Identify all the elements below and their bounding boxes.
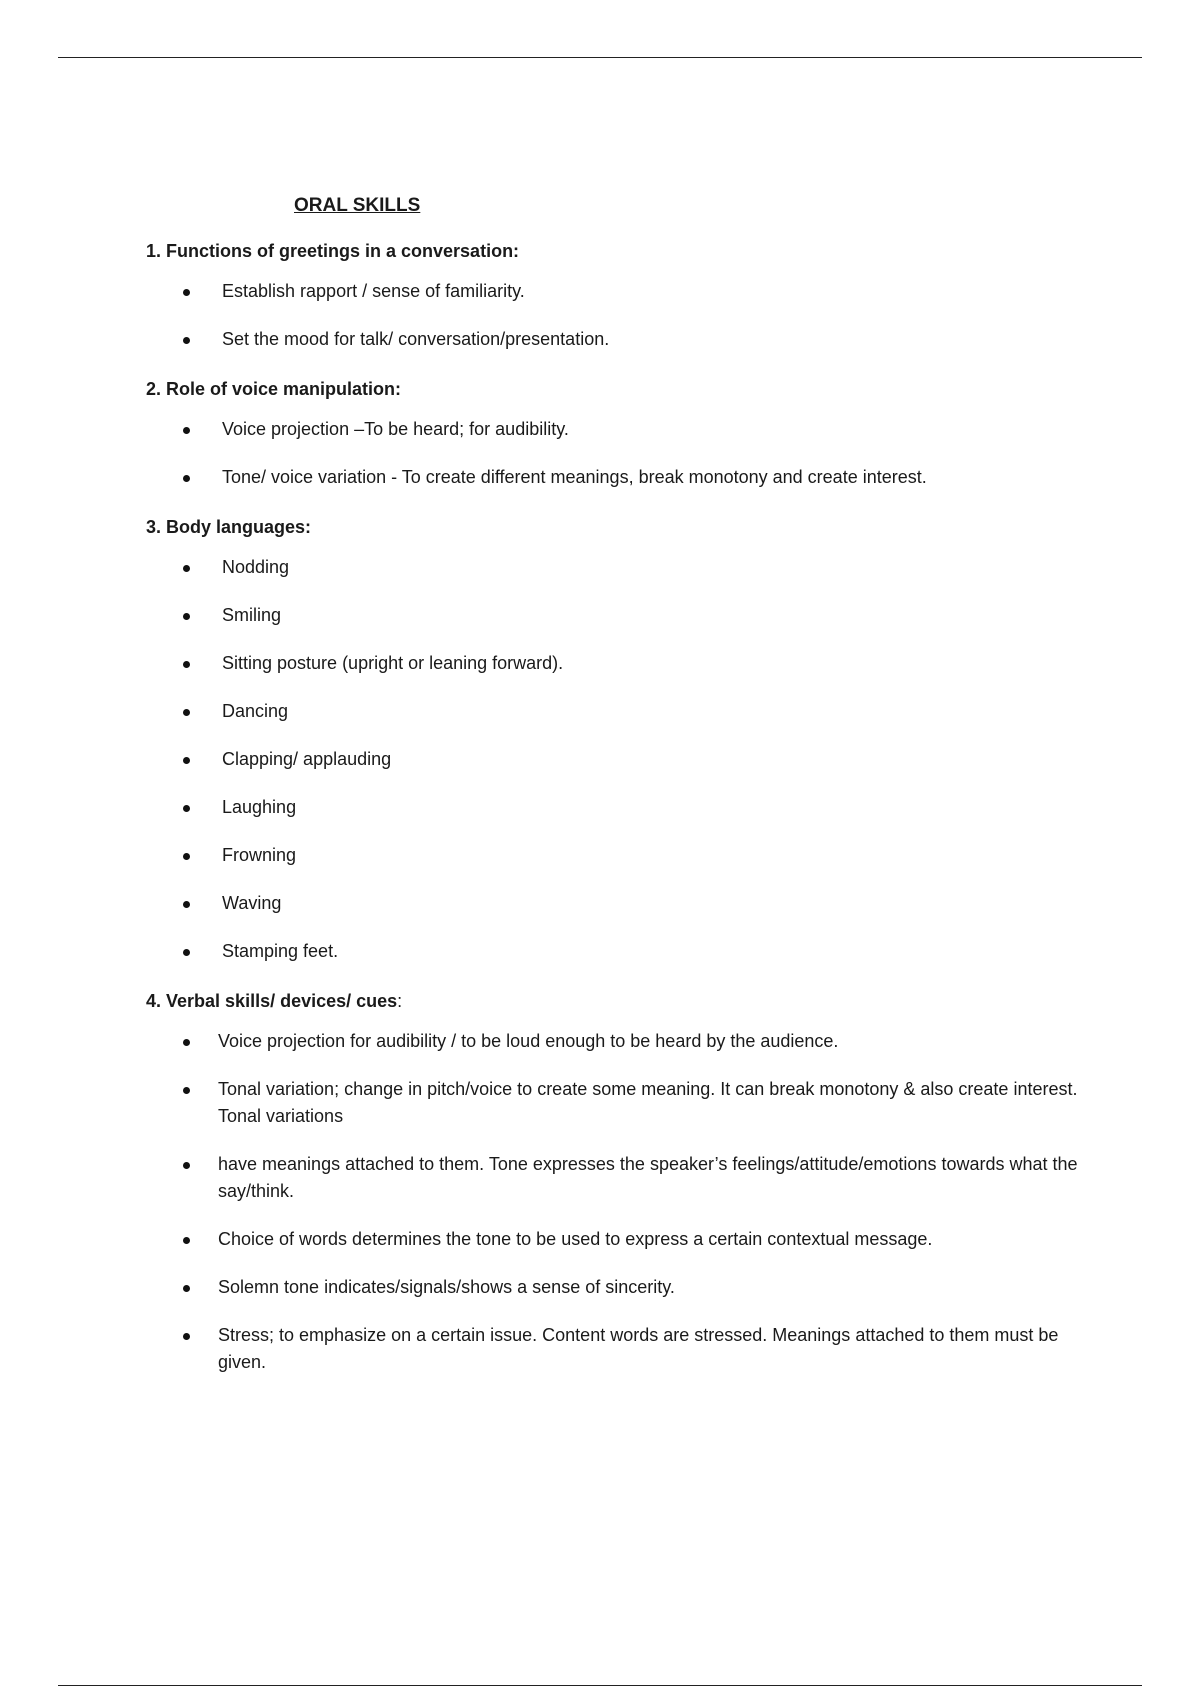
bullet-list — [146, 554, 1106, 965]
header-rule — [58, 57, 1142, 58]
bullet-icon — [183, 949, 190, 956]
section-body-languages — [146, 512, 1106, 965]
bullet-icon — [183, 853, 190, 860]
bullet-icon — [183, 757, 190, 764]
bullet-icon — [183, 709, 190, 716]
footer-rule — [58, 1685, 1142, 1686]
list-item: Set the mood for talk/ conversation/presentation. — [146, 326, 1106, 353]
list-item: Solemn tone indicates/signals/shows a sense of sincerity. — [146, 1274, 1106, 1301]
bullet-icon — [183, 1285, 190, 1292]
list-item: have meanings attached to them. Tone expresses the speaker’s feelings/attitude/emotions towards what the say/think. — [146, 1151, 1106, 1205]
section-heading: 2. Role of voice manipulation: — [146, 379, 402, 399]
document-body — [146, 190, 1106, 1397]
list-item: Laughing — [146, 794, 1106, 821]
bullet-icon — [183, 1087, 190, 1094]
list-item: Dancing — [146, 698, 1106, 725]
list-item: Voice projection for audibility / to be loud enough to be heard by the audience. — [146, 1028, 1106, 1055]
bullet-icon — [183, 1162, 190, 1169]
bullet-icon — [183, 901, 190, 908]
page-title: ORAL SKILLS — [294, 195, 421, 216]
bullet-icon — [183, 475, 190, 482]
list-item: Clapping/ applauding — [146, 746, 1106, 773]
list-item: Choice of words determines the tone to be used to express a certain contextual message. — [146, 1226, 1106, 1253]
section-heading: 1. Functions of greetings in a conversation: — [146, 241, 520, 261]
bullet-list — [146, 1028, 1106, 1376]
bullet-list — [146, 416, 1106, 491]
section-voice-manipulation — [146, 374, 1106, 491]
bullet-icon — [183, 1237, 190, 1244]
list-item: Stress; to emphasize on a certain issue. Content words are stressed. Meanings attached to them must be given. — [146, 1322, 1106, 1376]
list-item: Establish rapport / sense of familiarity. — [146, 278, 1106, 305]
list-item: Smiling — [146, 602, 1106, 629]
list-item: Frowning — [146, 842, 1106, 869]
bullet-list — [146, 278, 1106, 353]
section-heading: 3. Body languages: — [146, 517, 312, 537]
bullet-icon — [183, 661, 190, 668]
bullet-icon — [183, 805, 190, 812]
list-item: Tonal variation; change in pitch/voice to create some meaning. It can break monotony & also create interest. Tonal variations — [146, 1076, 1106, 1130]
list-item: Stamping feet. — [146, 938, 1106, 965]
list-item: Sitting posture (upright or leaning forward). — [146, 650, 1106, 677]
list-item: Tone/ voice variation - To create different meanings, break monotony and create interest. — [146, 464, 1106, 491]
bullet-icon — [183, 1333, 190, 1340]
bullet-icon — [183, 613, 190, 620]
list-item: Nodding — [146, 554, 1106, 581]
list-item: Waving — [146, 890, 1106, 917]
bullet-icon — [183, 565, 190, 572]
bullet-icon — [183, 337, 190, 344]
section-verbal-skills — [146, 986, 1106, 1376]
bullet-icon — [183, 289, 190, 296]
section-greetings — [146, 236, 1106, 353]
bullet-icon — [183, 427, 190, 434]
list-item: Voice projection –To be heard; for audibility. — [146, 416, 1106, 443]
section-heading: 4. Verbal skills/ devices/ cues: — [146, 991, 403, 1011]
bullet-icon — [183, 1039, 190, 1046]
